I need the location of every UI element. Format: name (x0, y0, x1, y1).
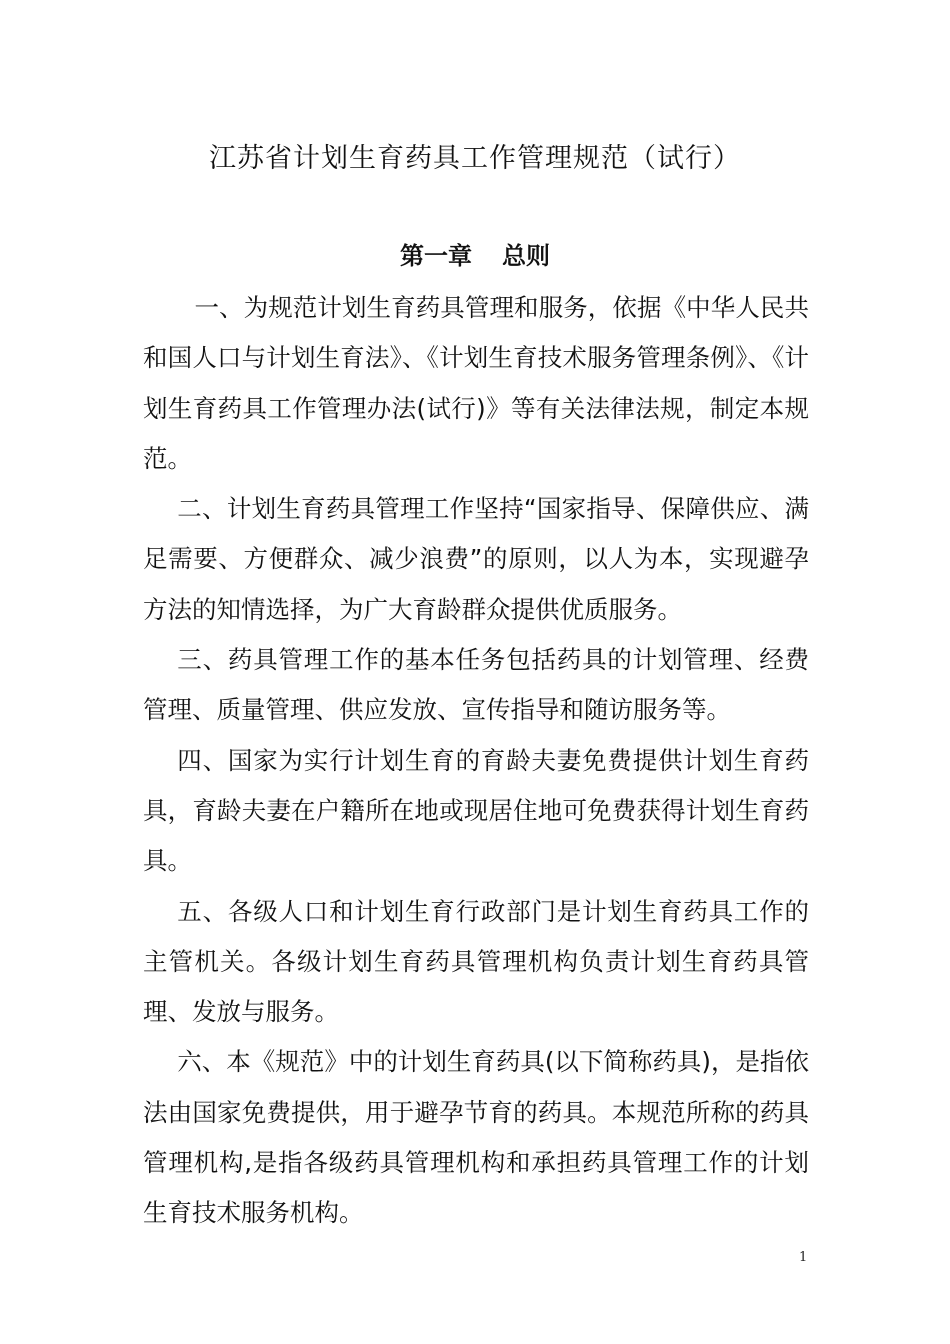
chapter-number: 第一章 (400, 242, 472, 270)
paragraph-1: 一、为规范计划生育药具管理和服务，依据《中华人民共和国人口与计划生育法》、《计划生育技术服务管理条例》、《计划生育药具工作管理办法(试行)》等有关法律法规，制定本规范。 (143, 293, 809, 473)
paragraph-4: 四、国家为实行计划生育的育龄夫妻免费提供计划生育药具，育龄夫妻在户籍所在地或现居住地可免费获得计划生育药具。 (143, 745, 809, 876)
paragraph-2: 二、计划生育药具管理工作坚持“国家指导、保障供应、满足需要、方便群众、减少浪费”的原则，以人为本，实现避孕方法的知情选择，为广大育龄群众提供优质服务。 (143, 494, 809, 624)
chapter-name: 总则 (502, 242, 550, 270)
paragraph-6: 六、本《规范》中的计划生育药具(以下简称药具)，是指依法由国家免费提供，用于避孕节育的药具。本规范所称的药具管理机构,是指各级药具管理机构和承担药具管理工作的计划生育技术服务机构。 (143, 1047, 809, 1228)
paragraph-5: 五、各级人口和计划生育行政部门是计划生育药具工作的主管机关。各级计划生育药具管理机构负责计划生育药具管理、发放与服务。 (143, 896, 809, 1027)
paragraph-3: 三、药具管理工作的基本任务包括药具的计划管理、经费管理、质量管理、供应发放、宣传指导和随访服务等。 (143, 645, 809, 725)
page-number: 1 (799, 1250, 808, 1265)
chapter-heading (0, 236, 950, 271)
document-title: 江苏省计划生育药具工作管理规范（试行） (209, 143, 741, 174)
document-body (143, 283, 809, 1239)
